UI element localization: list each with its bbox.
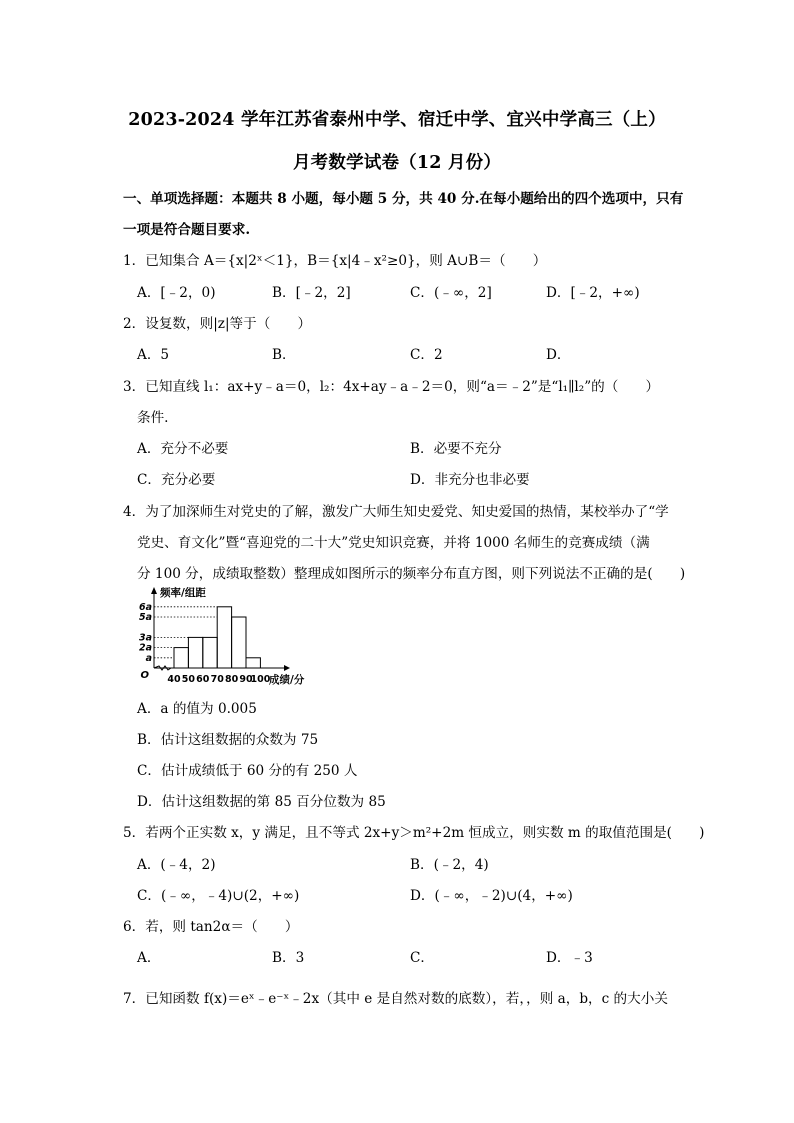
question-4-stem-line1: 4．为了加深师生对党史的了解，激发广大师生知史爱党、知史爱国的热情，某校举办了“学 [123, 504, 669, 520]
question-3-option-b: B．必要不充分 [410, 441, 502, 457]
question-5-option-c: C．(﹣∞，﹣4)∪(2，+∞) [137, 888, 300, 904]
question-4-stem-line2: 党史、育文化”暨“喜迎党的二十大”党史知识竞赛，并将 1000 名师生的竞赛成绩（满 [137, 535, 650, 551]
histogram-bar [188, 637, 202, 668]
question-1-option-d: D．[﹣2，+∞) [546, 285, 640, 301]
question-5-option-a: A．(﹣4，2) [137, 857, 216, 873]
question-4-stem-line3: 分 100 分，成绩取整数）整理成如图所示的频率分布直方图，则下列说法不正确的是( ) [137, 566, 686, 582]
y-axis-title: 频率/组距 [160, 587, 206, 599]
x-tick-label: 90 [239, 674, 253, 685]
y-tick-label: 3a [138, 632, 152, 644]
exam-title-line2: 月考数学试卷（12 月份） [292, 153, 502, 173]
question-3-stem: 3．已知直线 l₁：ax+y﹣a＝0，l₂：4x+ay﹣a﹣2＝0，则“a＝﹣2”是“l₁∥l₂”的（ ） [123, 379, 660, 395]
histogram-bar [174, 648, 188, 668]
question-7-stem: 7．已知函数 f(x)＝eˣ﹣e⁻ˣ﹣2x（其中 e 是自然对数的底数），若，，则 a，b，c 的大小关 [123, 991, 668, 1007]
question-1-stem: 1．已知集合 A＝{x|2ˣ＜1}，B＝{x|4﹣x²≥0}，则 A∪B＝（ ） [123, 253, 547, 269]
histogram-bar [232, 617, 246, 668]
origin-label: O [140, 670, 149, 681]
y-tick-label: 6a [138, 601, 152, 613]
question-2-option-a: A．5 [137, 347, 170, 363]
y-tick-label: 5a [138, 612, 152, 623]
histogram-bar [217, 607, 231, 668]
question-1-option-b: B．[﹣2，2] [272, 285, 351, 301]
histogram-bar [246, 658, 260, 668]
x-tick-label: 50 [181, 674, 196, 685]
question-6-option-d: D．﹣3 [546, 950, 593, 966]
question-6-option-b: B．3 [272, 950, 305, 966]
question-2-option-c: C．2 [410, 347, 443, 363]
x-tick-label: 60 [196, 674, 210, 685]
question-3-option-d: D．非充分也非必要 [410, 472, 530, 488]
frequency-histogram [132, 586, 322, 692]
question-1-option-a: A．[﹣2，0) [137, 285, 216, 301]
question-2-stem: 2．设复数，则|z|等于（ ） [123, 316, 312, 332]
x-tick-label: 40 [167, 674, 181, 685]
question-4-option-c: C．估计成绩低于 60 分的有 250 人 [137, 763, 358, 779]
histogram-bar [203, 637, 217, 668]
x-axis-title: 成绩/分 [269, 674, 305, 686]
question-5-option-d: D．(﹣∞，﹣2)∪(4，+∞) [410, 888, 573, 904]
question-3-option-a: A．充分不必要 [137, 441, 229, 457]
question-2-option-b: B． [272, 347, 296, 363]
question-4-option-b: B．估计这组数据的众数为 75 [137, 732, 319, 748]
x-tick-label: 80 [224, 674, 239, 685]
section-heading-line2: 一项是符合题目要求. [123, 222, 251, 238]
question-6-stem: 6．若，则 tan2α＝（ ） [123, 919, 299, 935]
question-4-option-d: D．估计这组数据的第 85 百分位数为 85 [137, 794, 386, 810]
question-4-option-a: A．a 的值为 0.005 [137, 701, 257, 717]
y-tick-label: a [145, 652, 152, 664]
x-axis-arrow [284, 665, 290, 671]
x-tick-label: 70 [210, 674, 224, 685]
question-5-stem: 5．若两个正实数 x，y 满足，且不等式 2x+y＞m²+2m 恒成立，则实数 m 的取值范围是( ) [123, 825, 705, 841]
question-3-option-c: C．充分必要 [137, 472, 216, 488]
question-3-stem-continued: 条件. [137, 410, 169, 426]
y-tick-label: 2a [138, 642, 152, 654]
question-5-option-b: B．(﹣2，4) [410, 857, 489, 873]
question-6-option-c: C． [410, 950, 434, 966]
question-6-option-a: A． [137, 950, 161, 966]
y-axis-arrow [151, 587, 157, 594]
x-tick-label: 100 [250, 674, 271, 685]
question-2-option-d: D． [546, 347, 571, 363]
question-1-option-c: C．(﹣∞，2] [410, 285, 492, 301]
section-heading-line1: 一、单项选择题：本题共 8 小题，每小题 5 分，共 40 分.在每小题给出的四个选项中，只有 [123, 191, 684, 207]
exam-title-line1: 2023-2024 学年江苏省泰州中学、宿迁中学、宜兴中学高三（上） [128, 110, 666, 130]
